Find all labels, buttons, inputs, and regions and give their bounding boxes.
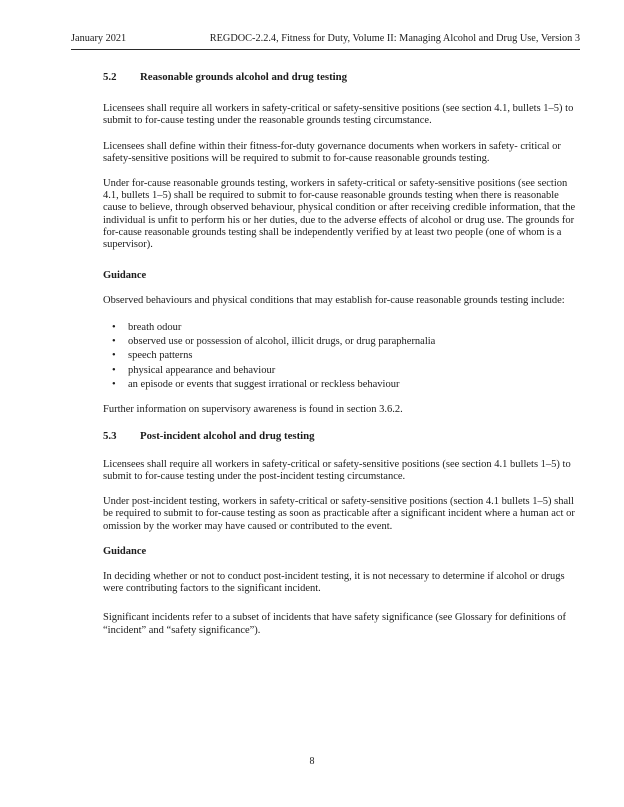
observed-behaviours-list (103, 322, 577, 392)
list-item: • observed use or possession of alcohol, illicit drugs, or drug paraphernalia (103, 336, 577, 348)
section-5-2-paragraph-1: Licensees shall require all workers in safety-critical or safety-sensitive positions (see section 4.1, bullets 1–5) to submit to for-cause testing under the reasonable grounds testing circumstance. (103, 103, 574, 127)
page-footer (0, 756, 624, 767)
list-item: • breath odour (103, 322, 577, 334)
section-5-3-title: Post-incident alcohol and drug testing (140, 429, 315, 442)
list-item: • physical appearance and behaviour (103, 365, 577, 377)
list-item: • an episode or events that suggest irrational or reckless behaviour (103, 379, 577, 391)
section-5-3-guidance-paragraph-1: In deciding whether or not to conduct post-incident testing, it is not necessary to determine if alcohol or drugs were contributing factors to the significant incident. (103, 571, 565, 595)
list-item: • speech patterns (103, 350, 577, 362)
section-5-2-title: Reasonable grounds alcohol and drug testing (140, 71, 348, 83)
section-5-2-guidance-intro: Observed behaviours and physical conditions that may establish for-cause reasonable grounds testing include: (103, 295, 565, 307)
section-5-2-paragraph-2: Licensees shall define within their fitness-for-duty governance documents when workers in safety- critical or safety-sensitive positions will be required to submit to for-cause reasonable grounds testing. (103, 140, 561, 164)
section-5-2-further-info: Further information on supervisory awareness is found in section 3.6.2. (103, 404, 403, 416)
section-5-2-guidance-heading: Guidance (103, 270, 147, 282)
section-5-2-paragraph-3: Under for-cause reasonable grounds testing, workers in safety-critical or safety-sensitive positions (see section 4.1, bullets 1–5) shall be required to submit to for-cause reasonable grounds testing when there is reasonable cause to believe, through observed behaviour, physical condition or after receiving credible information, that the individual is unfit to perform his or her duties, due to the adverse effects of alcohol or drug use. The grounds for for-cause reasonable grounds testing shall be independently verified by at least two people (one of whom is a supervisor). (103, 178, 576, 251)
section-5-2-heading (103, 71, 577, 83)
section-5-3-paragraph-1: Licensees shall require all workers in safety-critical or safety-sensitive positions (see section 4.1 bullets 1–5) to submit to for-cause testing under the post-incident testing circumstance. (103, 458, 571, 483)
section-5-3-guidance-heading: Guidance (103, 545, 147, 557)
page-number: 8 (309, 756, 315, 767)
section-5-3-paragraph-2: Under post-incident testing, workers in safety-critical or safety-sensitive positions (section 4.1 bullets 1–5) shall be required to submit to for-cause testing as soon as practicable after a significant incident where a human act or omission by the worker may have caused or contributed to the event. (103, 496, 575, 532)
page-content (103, 71, 577, 650)
section-5-3-heading (103, 430, 577, 442)
header-date: January 2021 (71, 33, 127, 44)
header-doc-title: REGDOC-2.2.4, Fitness for Duty, Volume II: Managing Alcohol and Drug Use, Version 3 (209, 33, 580, 44)
section-5-3-number: 5.3 (103, 429, 117, 442)
page-header (71, 33, 580, 50)
section-5-3-guidance-paragraph-2: Significant incidents refer to a subset of incidents that have safety significance (see Glossary for definitions of “incident” and “safety significance”). (103, 612, 567, 636)
section-5-2-number: 5.2 (103, 71, 117, 83)
